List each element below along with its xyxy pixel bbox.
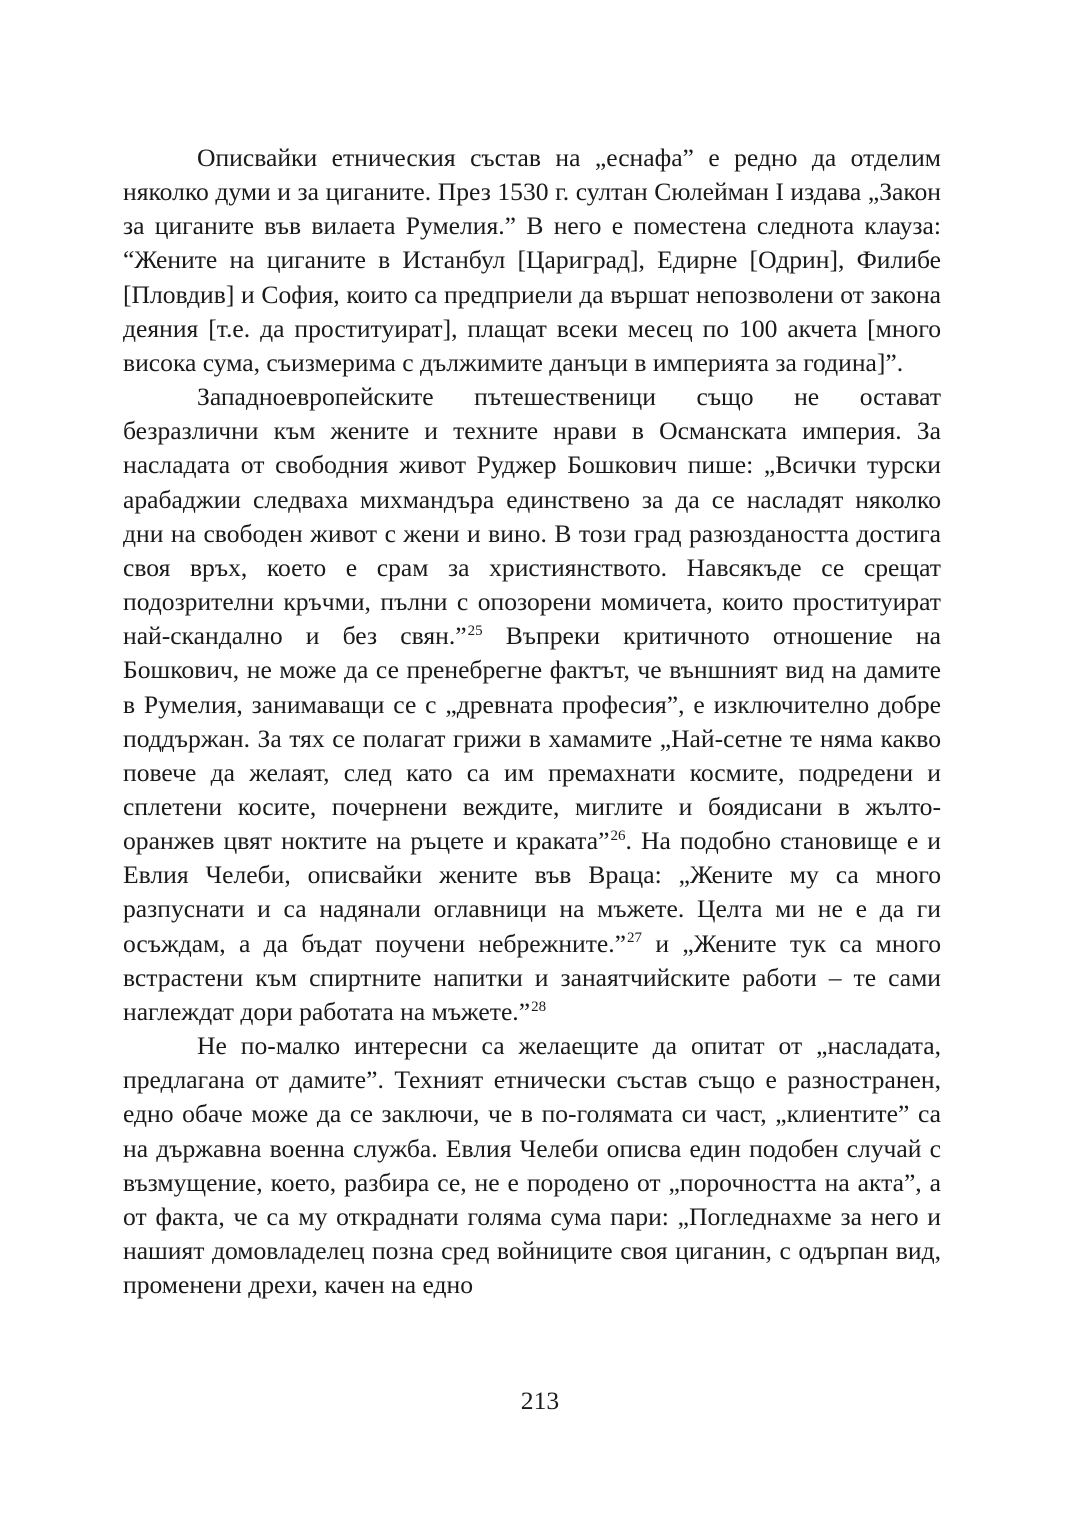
paragraph-text: и „Жените тук са много встрастени към спиртните напитки и занаятчийските работи – те сами наглеждат дори работата на мъжете.” [123,928,941,1026]
page-number: 213 [520,1386,560,1415]
footnote-marker: 25 [467,622,483,639]
footnote-marker: 27 [627,930,643,947]
paragraph-text: Въпреки критичното отношение на Бошкович, не може да се пренебрегне фактът, че външният вид на дамите в Румелия, занимаващи се с „древната професия”, е изключително добре поддържан. За тях се полагат грижи в хамамите „Най-сетне те няма какво повече да желаят, след като са им премахнати космите, подредени и сплетени косите, почернени веждите, миглите и боядисани в жълто-оранжев цвят ноктите на ръцете и краката” [123,621,941,856]
footnote-marker: 28 [531,998,547,1015]
paragraph-2 [123,380,941,1029]
paragraph-3 [123,1029,941,1302]
paragraph-text: . На подобно становище е и Евлия Челеби, описвайки жените във Враца: „Жените му са много разпуснати и са надянали оглавници на мъжете. Целта ми не е да ги осъждам, а да бъдат поучени небрежните.” [123,826,941,958]
body-text [123,141,941,1302]
footnote-marker: 26 [610,827,626,844]
paragraph-text: Описвайки етническия състав на „еснафа” е редно да отделим няколко думи и за циганите. През 1530 г. султан Сюлейман I издава „Закон за циганите във вилаета Румелия.” В него е поместена следнота клауза: “Жените на циганите в Истанбул [Цариград], Едирне [Одрин], Филибе [Пловдив] и София, които са предприели да вършат непозволени от закона деяния [т.е. да проституират], плащат всеки месец по 100 акчета [много висока сума, съизмерима с дължимите данъци в империята за година]”. [123,143,941,377]
paragraph-text: Западноевропейските пътешественици също не остават безразлични към жените и техните нрави в Османската империя. За насладата от свободния живот Руджер Бошкович пише: „Всички турски арабаджии следваха михмандъра единствено за да се насладят няколко дни на свободен живот с жени и вино. В този град разюздаността достига своя връх, което е срам за християнството. Навсякъде се срещат подозрителни кръчми, пълни с опозорени момичета, които проституират най-скандално и без свян.” [123,382,941,651]
paragraph-1 [123,141,941,380]
paragraph-text: Не по-малко интересни са желаещите да опитат от „насладата, предлагана от дамите”. Техният етнически състав също е разностранен, едно обаче може да се заключи, че в по-голямата си част, „клиентите” са на държавна военна служба. Евлия Челеби описва един подобен случай с възмущение, което, разбира се, не е породено от „порочността на акта”, а от факта, че са му откраднати голяма сума пари: „Погледнахме за него и нашият домовладелец позна сред войниците своя циганин, с одърпан вид, променени дрехи, качен на едно [123,1031,941,1300]
